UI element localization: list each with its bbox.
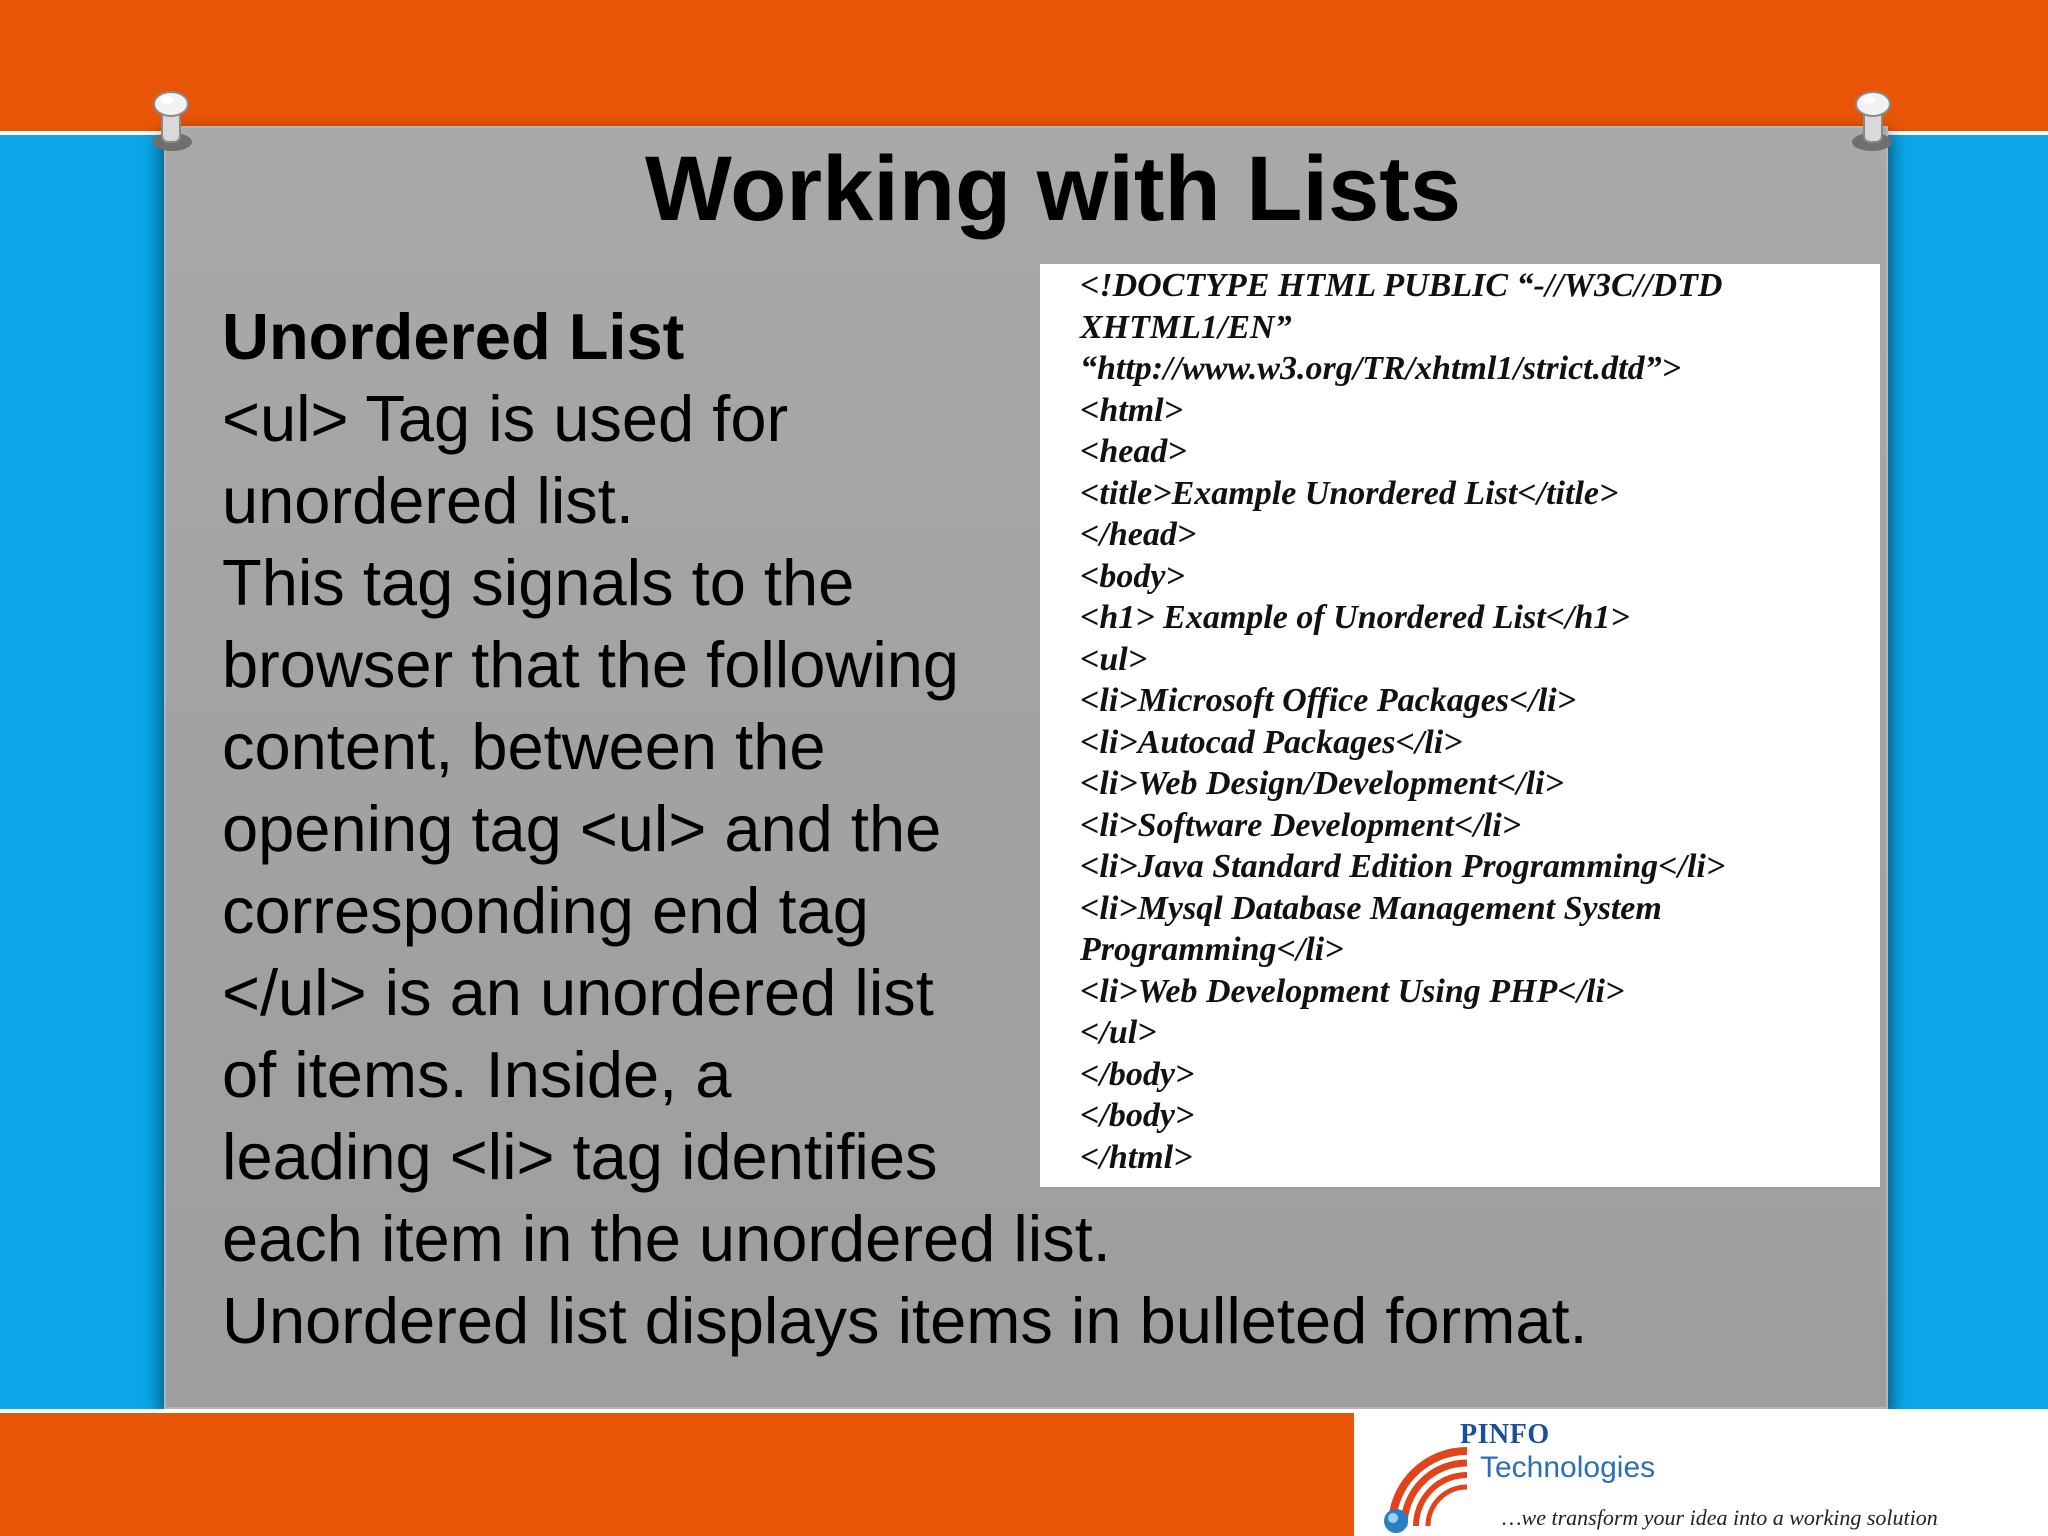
body-line: This tag signals to the — [222, 546, 855, 619]
body-line: <ul> Tag is used for — [222, 382, 789, 455]
code-line: </ul> — [1080, 1014, 1157, 1051]
body-line: Unordered list displays items in bulleted format. — [222, 1284, 1588, 1357]
code-line: </body> — [1080, 1055, 1195, 1093]
code-line: </head> — [1080, 516, 1197, 553]
body-line: corresponding end tag — [222, 874, 869, 947]
code-line: <li>Autocad Packages</li> — [1080, 723, 1463, 761]
code-line: <li>Software Development</li> — [1080, 806, 1522, 844]
code-line: <body> — [1080, 557, 1185, 595]
body-line: of items. Inside, a — [222, 1038, 732, 1111]
logo-name: PINFO — [1460, 1419, 1550, 1450]
code-line: <li>Web Design/Development</li> — [1080, 765, 1564, 802]
code-line: </body> — [1080, 1097, 1195, 1134]
top-orange-band — [0, 0, 2048, 135]
slide-title: Working with Lists — [644, 138, 1462, 240]
code-line: <li>Mysql Database Management System — [1080, 889, 1662, 927]
body-line: content, between the — [222, 710, 826, 783]
code-line: <ul> — [1080, 640, 1148, 678]
body-line: leading <li> tag identifies — [222, 1120, 938, 1193]
code-line: <h1> Example of Unordered List</h1> — [1080, 599, 1630, 636]
code-line: </html> — [1080, 1138, 1193, 1176]
code-line: <!DOCTYPE HTML PUBLIC “-//W3C//DTD — [1080, 267, 1723, 304]
body-line: browser that the following — [222, 628, 960, 701]
body-line: unordered list. — [222, 464, 634, 537]
body-heading: Unordered List — [222, 300, 685, 373]
code-line: XHTML1/EN” — [1080, 308, 1292, 346]
body-line: </ul> is an unordered list — [222, 956, 934, 1029]
code-line: <title>Example Unordered List</title> — [1080, 474, 1619, 512]
code-line: <html> — [1080, 391, 1183, 429]
code-line: “http://www.w3.org/TR/xhtml1/strict.dtd”> — [1080, 350, 1681, 387]
body-line: each item in the unordered list. — [222, 1202, 1111, 1275]
code-lines — [1080, 264, 1880, 1178]
code-line: <li>Java Standard Edition Programming</li> — [1080, 848, 1726, 885]
body-line: opening tag <ul> and the — [222, 792, 942, 865]
logo-tagline: …we transform your idea into a working solution — [1502, 1505, 1938, 1530]
company-logo — [1354, 1409, 2048, 1536]
code-example-box — [1040, 264, 1880, 1187]
code-line: <li>Microsoft Office Packages</li> — [1080, 682, 1577, 719]
code-line: Programming</li> — [1080, 931, 1344, 968]
code-line: <li>Web Development Using PHP</li> — [1080, 972, 1625, 1010]
logo-subtitle: Technologies — [1480, 1451, 1656, 1484]
code-line: <head> — [1080, 433, 1187, 470]
